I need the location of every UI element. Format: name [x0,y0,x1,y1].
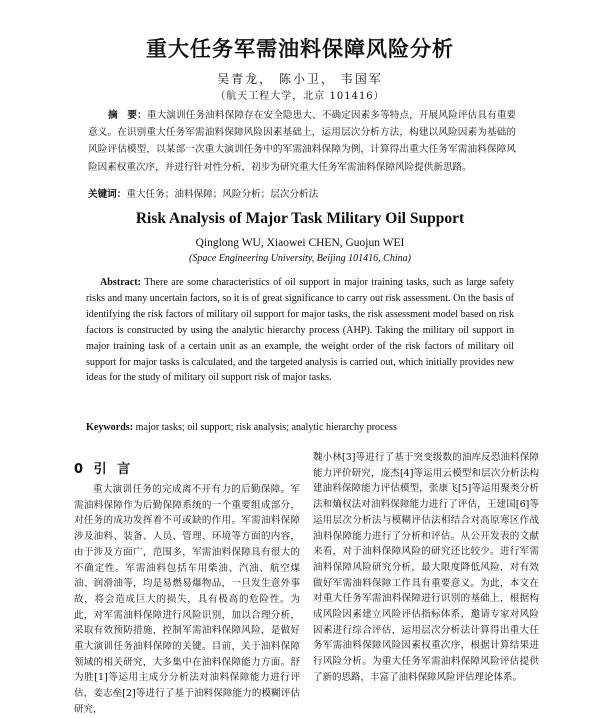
english-abstract [86,275,514,386]
english-keywords-label: Keywords: [86,422,134,433]
chinese-affiliation: （航天工程大学，北京 101416） [215,91,385,102]
section-heading-introduction: 0 引 言 [74,462,134,477]
english-title: Risk Analysis of Major Task Military Oil Support [135,210,465,227]
body-column-right: 魏小林[3]等进行了基于突变级数的油库反恐油料保障能力评价研究，庞杰[4]等运用云模型和层次分析法构建油料保障能力评估模型，张康飞[5]等运用聚类分析法和熵权法对油料保障能力进行了评估，王建国[6]等运用层次分析法与模糊评估法相结合对高原寒区作战油料保障能力进行了分析和评估。从公开发表的文献来看，对于油料保障风险的研究还比较少。进行军需油料保障风险研究分析，最大限度降低风险，对有效做好军需油料保障工作具有重要意义。为此，本文在对重大任务军需油料保障进行识别的基础上，根据构成风险因素建立风险评估指标体系，邀请专家对风险因素进行综合评估，运用层次分析法计算得出重大任务军需油料保障风险因素权重次序，根据计算结果进行风险分析。为重大任务军需油料保障风险评估提供了新的思路，丰富了油料保障风险评估理论体系。 [313,452,539,683]
chinese-abstract-text: 重大演训任务油料保障存在安全隐患大、不确定因素多等特点，开展风险评估具有重要意义。在识别重大任务军需油料保障风险因素基础上，运用层次分析方法，构建以风险因素为基础的风险评估模型，以某部一次重大演训任务中的军需油料保障为例，计算得出重大任务军需油料保障风险因素权重次序，并进行针对性分析，初步为研究重大任务军需油料保障风险提供新思路。 [88,110,517,173]
english-abstract-text: There are some characteristics of oil support in major training tasks, such as large safety risks and many uncertain factors, so it is of great significance to carry out risk assessment. On the basis of identifying the risk factors of military oil support for major tasks, the risk assessment model based on risk factors is constructed by using the analytic hierarchy process (AHP). Taking the military oil support in major training task of a certain unit as an example, the weight order of the risk factors of military oil support for major tasks is calculated, and the targeted analysis is carried out, which initially provides new ideas for the study of military oil support risk of major tasks. [86,277,515,384]
body-column-left: 重大演训任务的完成离不开有力的后勤保障。军需油料保障作为后勤保障系统的一个重要组成部分，对任务的成功发挥着不可或缺的作用。军需油料保障涉及油料、装备、人员、管理、环境等方面的内容，由于涉及方面广，范围多，军需油料保障具有很大的不确定性。军需油料包括车用柴油、汽油、航空煤油、润滑油等，均是易燃易爆物品，一旦发生意外事故，将会造成巨大的损失，具有极高的危险性。为此，对军需油料保障进行风险识别，加以合理分析，采取有效预防措施，控制军需油料保障风险，是做好重大演训任务油料保障的关键。目前，关于油料保障领域的相关研究，大多集中在油料保障能力方面。舒为胜[1]等运用主成分分析法对油料保障能力进行评估，姜志垒[2]等进行了基于油料保障能力的模糊评估研究， [74,484,300,715]
chinese-abstract [88,107,516,176]
chinese-title: 重大任务军需油料保障风险分析 [146,37,454,61]
chinese-abstract-label: 摘 要： [108,110,147,121]
english-keywords [86,421,514,435]
chinese-keywords-label: 关键词： [88,189,127,200]
english-affiliation: (Space Engineering University, Beijing 101416, China) [189,253,411,264]
chinese-keywords-text: 重大任务；油料保障；风险分析；层次分析法 [126,189,319,200]
english-authors: Qinglong WU, Xiaowei CHEN, Guojun WEI [195,237,405,249]
chinese-authors: 吴青龙， 陈小卫， 韦国军 [217,72,383,86]
english-abstract-label: Abstract: [100,277,141,288]
english-keywords-text: major tasks; oil support; risk analysis; analytic hierarchy process [135,422,397,433]
chinese-keywords [88,187,516,202]
